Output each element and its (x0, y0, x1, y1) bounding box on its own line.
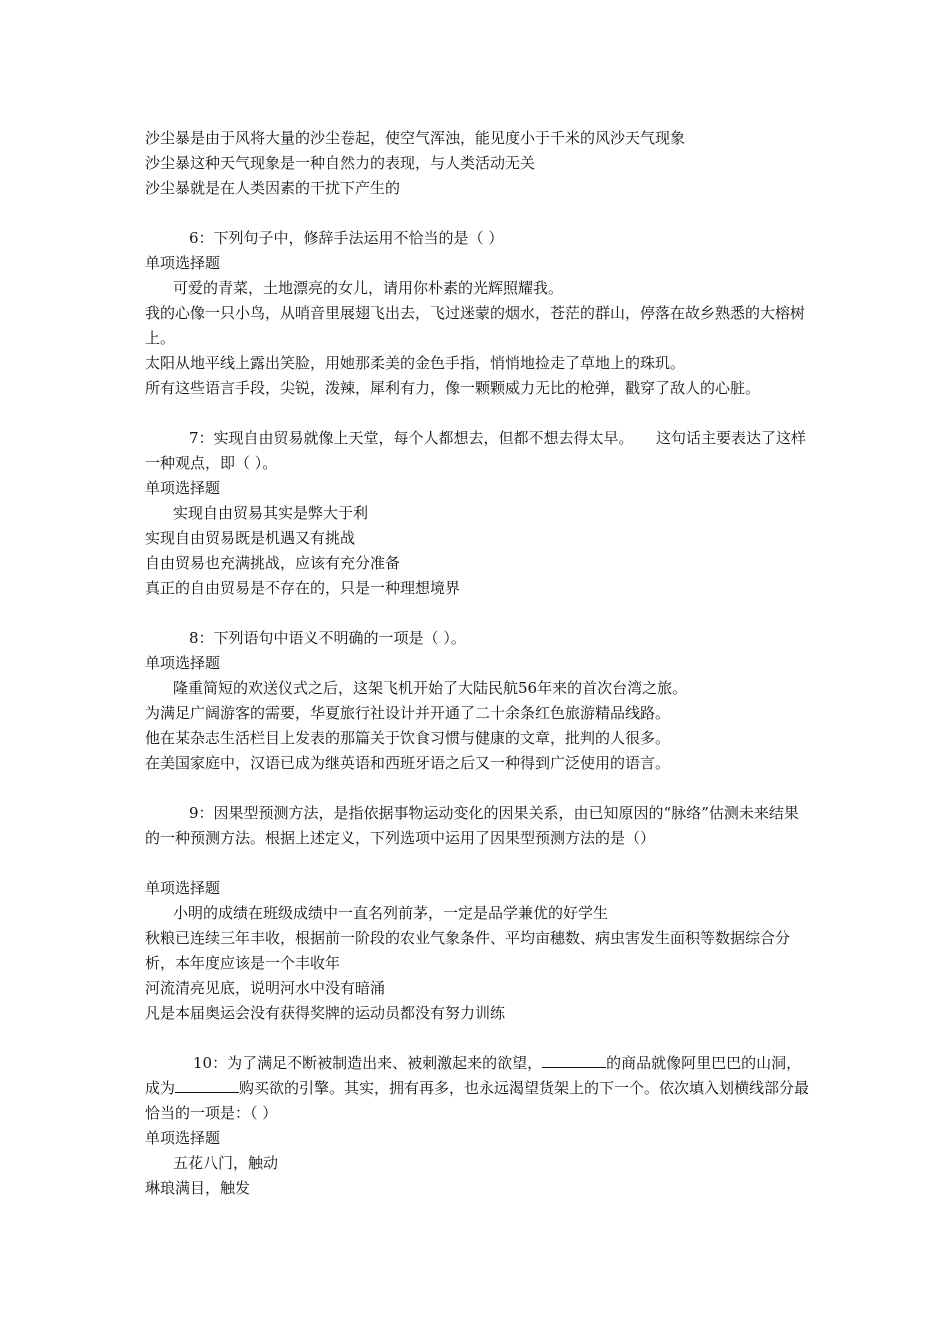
option-text: 太阳从地平线上露出笑脸，用她那柔美的金色手指，悄悄地捡走了草地上的珠玑。 (145, 354, 686, 372)
question-6 (145, 226, 810, 401)
option-text: 沙尘暴这种天气现象是一种自然力的表现，与人类活动无关 (145, 154, 536, 172)
option-text: 沙尘暴是由于风将大量的沙尘卷起，使空气浑浊，能见度小于千米的风沙天气现象 (145, 129, 686, 147)
fill-blank (542, 1053, 606, 1068)
question-type: 单项选择题 (145, 479, 221, 497)
option-text: 自由贸易也充满挑战，应该有充分准备 (145, 554, 401, 572)
option-text: 真正的自由贸易是不存在的，只是一种理想境界 (145, 579, 461, 597)
option-text: 河流清亮见底，说明河水中没有暗涌 (145, 979, 386, 997)
question-stem: 9：因果型预测方法，是指依据事物运动变化的因果关系，由已知原因的“脉络”估测未来结果的一种预测方法。根据上述定义，下列选项中运用了因果型预测方法的是（） (145, 804, 799, 847)
option-text: 可爱的青菜，土地漂亮的女儿，请用你朴素的光辉照耀我。 (173, 279, 564, 297)
option-text: 实现自由贸易既是机遇又有挑战 (145, 529, 356, 547)
stem-part: 10：为了满足不断被制造出来、被刺激起来的欲望， (193, 1054, 543, 1072)
question-type: 单项选择题 (145, 879, 221, 897)
option-text: 实现自由贸易其实是弊大于利 (173, 504, 369, 522)
question-10 (145, 1051, 810, 1201)
option-text: 在美国家庭中，汉语已成为继英语和西班牙语之后又一种得到广泛使用的语言。 (145, 754, 671, 772)
question-type: 单项选择题 (145, 1129, 221, 1147)
question-9 (145, 801, 810, 1026)
stem-part: 的商品就像阿里巴巴的山洞，成为 (145, 1054, 802, 1097)
question-type: 单项选择题 (145, 654, 221, 672)
option-text: 隆重简短的欢送仪式之后，这架飞机开始了大陆民航56年来的首次台湾之旅。 (173, 679, 688, 697)
option-text: 秋粮已连续三年丰收，根据前一阶段的农业气象条件、平均亩穗数、病虫害发生面积等数据综合分析，本年度应该是一个丰收年 (145, 929, 791, 972)
option-text: 凡是本届奥运会没有获得奖牌的运动员都没有努力训练 (145, 1004, 506, 1022)
option-text: 我的心像一只小鸟，从哨音里展翅飞出去，飞过迷蒙的烟水，苍茫的群山，停落在故乡熟悉的大榕树上。 (145, 304, 806, 347)
spacer (145, 851, 810, 876)
option-text: 琳琅满目，触发 (145, 1179, 251, 1197)
option-text: 沙尘暴就是在人类因素的干扰下产生的 (145, 179, 401, 197)
question-type: 单项选择题 (145, 254, 221, 272)
fill-blank (175, 1078, 239, 1093)
option-text: 为满足广阔游客的需要，华夏旅行社设计并开通了二十余条红色旅游精品线路。 (145, 704, 671, 722)
option-text: 他在某杂志生活栏目上发表的那篇关于饮食习惯与健康的文章，批判的人很多。 (145, 729, 671, 747)
question-stem: 8：下列语句中语义不明确的一项是（ ）。 (189, 629, 466, 647)
option-text: 所有这些语言手段，尖锐，泼辣，犀利有力，像一颗颗威力无比的枪弹，戳穿了敌人的心脏。 (145, 379, 761, 397)
question-stem: 7：实现自由贸易就像上天堂，每个人都想去，但都不想去得太早。 这句话主要表达了这样一种观点，即（ ）。 (145, 429, 807, 472)
question-stem (145, 1051, 810, 1126)
intro-options (145, 126, 810, 201)
question-7 (145, 426, 810, 601)
question-8 (145, 626, 810, 776)
option-text: 小明的成绩在班级成绩中一直名列前茅，一定是品学兼优的好学生 (173, 904, 609, 922)
stem-part: 购买欲的引擎。其实，拥有再多，也永远渴望货架上的下一个。依次填入划横线部分最恰当的一项是：（ ） (145, 1079, 810, 1122)
option-text: 五花八门，触动 (173, 1154, 279, 1172)
document-page (145, 126, 810, 1201)
question-stem: 6：下列句子中，修辞手法运用不恰当的是（ ） (189, 229, 504, 247)
